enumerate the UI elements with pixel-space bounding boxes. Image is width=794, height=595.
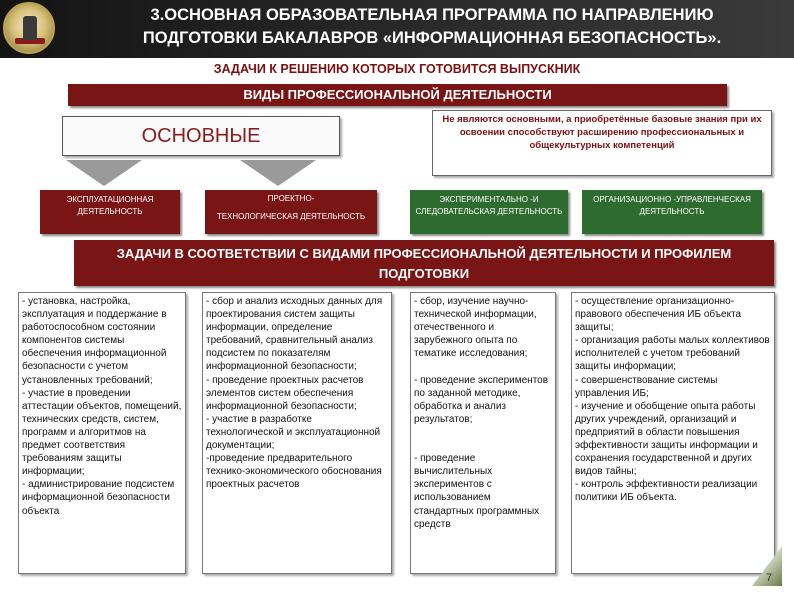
tasks-column-research: - сбор, изучение научно-технической информации, отечественного и зарубежного опыта по тематике исследования; - проведение экспериментов по заданной методике, обработка и анализ результатов; - проведение вычислительных экспериментов с использованием стандартных программных средств xyxy=(410,292,556,574)
activity-box-research: ЭКСПЕРИМЕНТАЛЬНО -И СЛЕДОВАТЕЛЬСКАЯ ДЕЯТЕЛЬНОСТЬ xyxy=(410,190,568,234)
tasks-band: ЗАДАЧИ В СООТВЕТСТВИИ С ВИДАМИ ПРОФЕССИОНАЛЬНОЙ ДЕЯТЕЛЬНОСТИ И ПРОФИЛЕМ ПОДГОТОВКИ xyxy=(74,240,774,286)
university-emblem-icon xyxy=(3,2,55,54)
activity-box-management: ОРГАНИЗАЦИОННО -УПРАВЛЕНЧЕСКАЯ ДЕЯТЕЛЬНОСТЬ xyxy=(582,190,762,234)
activity-box-operational: ЭКСПЛУАТАЦИОННАЯ ДЕЯТЕЛЬНОСТЬ xyxy=(40,190,180,234)
page-subtitle: ЗАДАЧИ К РЕШЕНИЮ КОТОРЫХ ГОТОВИТСЯ ВЫПУСКНИК xyxy=(213,62,581,76)
activity-box-design: ПРОЕКТНО- ТЕХНОЛОГИЧЕСКАЯ ДЕЯТЕЛЬНОСТЬ xyxy=(205,190,377,234)
note-box: Не являются основными, а приобретённые базовые знания при их освоении способствуют расширению профессиональных и общекультурных компетенций xyxy=(432,110,772,176)
title-line-2: ПОДГОТОВКИ БАКАЛАВРОВ «ИНФОРМАЦИОННАЯ БЕЗОПАСНОСТЬ». xyxy=(142,29,722,47)
header-bar xyxy=(0,0,794,58)
page-number: 7 xyxy=(766,572,773,584)
main-activities-label: ОСНОВНЫЕ xyxy=(62,116,340,156)
tasks-column-management: - осуществление организационно-правового обеспечения ИБ объекта защиты; - организация работы малых коллективов исполнителей с учетом требований защиты информации; - совершенствование системы управления ИБ; - изучение и обобщение опыта работы других учреждений, организаций и предприятий в области повышения эффективности защиты информации и сохранения государственной и других видов тайны; - контроль эффективности реализации политики ИБ объекта. xyxy=(571,292,775,574)
tasks-column-design: - сбор и анализ исходных данных для проектирования систем защиты информации, определение требований, сравнительный анализ подсистем по показателям информационной безопасности; - проведение проектных расчетов элементов систем обеспечения информационной безопасности; - участие в разработке технологической и эксплуатационной документации; -проведение предварительного технико-экономического обоснования проектных расчетов xyxy=(202,292,392,574)
title-line-1: 3.ОСНОВНАЯ ОБРАЗОВАТЕЛЬНАЯ ПРОГРАММА ПО НАПРАВЛЕНИЮ xyxy=(150,6,714,24)
arrow-down-icon xyxy=(66,160,142,186)
tasks-column-operational: - установка, настройка, эксплуатация и поддержание в работоспособном состоянии компонентов системы обеспечения информационной безопасности с учетом установленных требований; - участие в проведении аттестации объектов, помещений, технических средств, систем, программ и алгоритмов на предмет соответствия требованиям защиты информации; - администрирование подсистем информационной безопасности объекта xyxy=(18,292,186,574)
page-title xyxy=(70,4,794,50)
activities-band: ВИДЫ ПРОФЕССИОНАЛЬНОЙ ДЕЯТЕЛЬНОСТИ xyxy=(68,84,727,106)
arrow-down-icon xyxy=(240,160,316,186)
